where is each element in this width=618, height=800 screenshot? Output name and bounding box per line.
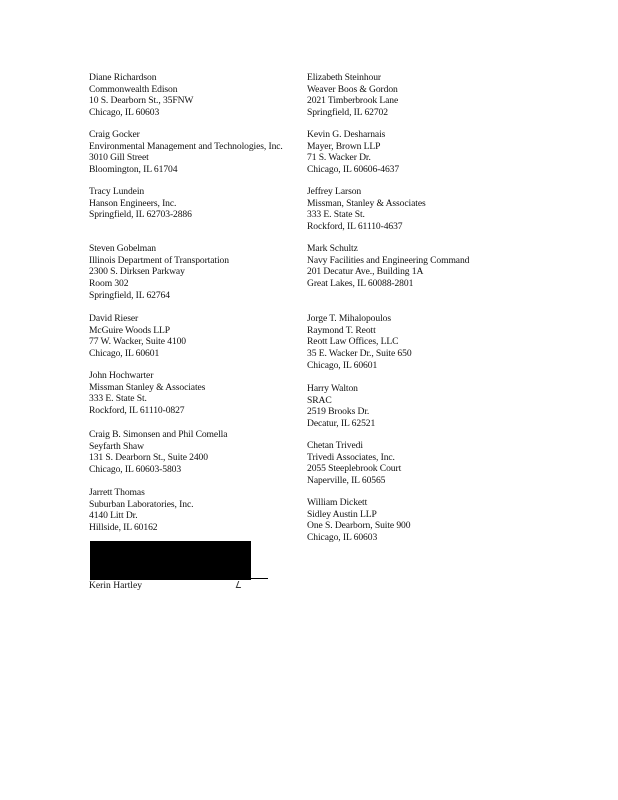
address-line: 77 W. Wacker, Suite 4100	[89, 336, 186, 348]
address-block	[89, 243, 229, 302]
address-line: McGuire Woods LLP	[89, 324, 171, 336]
address-line: Harry Walton	[307, 383, 358, 394]
address-line: Rockford, IL 61110-4637	[307, 221, 403, 233]
address-line: Chicago, IL 60606-4637	[307, 164, 400, 176]
address-block	[89, 72, 193, 119]
address-line: SRAC	[307, 394, 332, 406]
address-block	[89, 429, 227, 476]
address-block	[307, 129, 399, 176]
address-line: Craig B. Simonsen and Phil Comella	[89, 429, 228, 440]
address-line: Navy Facilities and Engineering Command	[307, 254, 470, 266]
address-line: Jarrett Thomas	[89, 487, 145, 498]
address-line: Kevin G. Desharnais	[307, 129, 386, 140]
address-line: Room 302	[89, 278, 129, 290]
address-block	[307, 243, 469, 290]
address-line: Mark Schultz	[307, 243, 358, 254]
address-line: 71 S. Wacker Dr.	[307, 152, 371, 164]
address-line: Great Lakes, IL 60088-2801	[307, 278, 414, 290]
address-line: Raymond T. Reott	[307, 324, 376, 336]
address-line: 2021 Timberbrook Lane	[307, 95, 399, 107]
address-line: Seyfarth Shaw	[89, 440, 144, 452]
address-line: Rockford, IL 61110-0827	[89, 405, 185, 417]
address-line: 10 S. Dearborn St., 35FNW	[89, 95, 194, 107]
address-line: Bloomington, IL 61704	[89, 164, 178, 176]
address-block	[307, 440, 401, 487]
address-line: Hillside, IL 60162	[89, 522, 158, 534]
address-line: Weaver Boos & Gordon	[307, 83, 398, 95]
address-line: Elizabeth Steinhour	[307, 72, 382, 83]
address-line: Naperville, IL 60565	[307, 475, 386, 487]
address-line: Reott Law Offices, LLC	[307, 336, 399, 348]
address-line: Chicago, IL 60603	[89, 107, 160, 119]
address-line: 2300 S. Dirksen Parkway	[89, 266, 185, 278]
signature-line	[238, 578, 268, 579]
address-line: Trivedi Associates, Inc.	[307, 451, 395, 463]
address-line: William Dickett	[307, 497, 368, 508]
address-line: 201 Decatur Ave., Building 1A	[307, 266, 424, 278]
address-line: Missman, Stanley & Associates	[307, 197, 426, 209]
address-line: Diane Richardson	[89, 72, 157, 83]
address-line: Tracy Lundein	[89, 186, 145, 197]
address-line: Missman Stanley & Associates	[89, 381, 206, 393]
address-line: 4140 Litt Dr.	[89, 510, 138, 522]
redacted-signature-box	[90, 541, 251, 580]
address-block	[89, 313, 186, 360]
address-line: 131 S. Dearborn St., Suite 2400	[89, 452, 208, 464]
address-line: Jorge T. Mihalopoulos	[307, 313, 391, 324]
address-line: David Rieser	[89, 313, 139, 324]
signer-name: Kerin Hartley	[89, 580, 143, 591]
address-line: Springfield, IL 62764	[89, 289, 170, 301]
address-block	[307, 72, 398, 119]
address-line: Chicago, IL 60603	[307, 532, 378, 544]
address-block	[89, 370, 205, 417]
address-line: Chicago, IL 60603-5803	[89, 464, 182, 476]
address-block	[307, 186, 426, 233]
address-block	[89, 487, 193, 534]
address-line: 2519 Brooks Dr.	[307, 406, 370, 418]
address-line: Jeffrey Larson	[307, 186, 362, 197]
address-line: Springfield, IL 62702	[307, 107, 388, 119]
address-line: Chicago, IL 60601	[307, 359, 378, 371]
address-block	[307, 313, 412, 372]
address-line: 35 E. Wacker Dr., Suite 650	[307, 348, 412, 360]
address-line: Suburban Laboratories, Inc.	[89, 498, 194, 510]
address-line: 3010 Gill Street	[89, 152, 149, 164]
address-line: John Hochwarter	[89, 370, 154, 381]
address-line: 2055 Steeplebrook Court	[307, 463, 402, 475]
address-line: Decatur, IL 62521	[307, 418, 376, 430]
address-line: One S. Dearborn, Suite 900	[307, 520, 411, 532]
address-line: Illinois Department of Transportation	[89, 254, 229, 266]
address-line: Chetan Trivedi	[307, 440, 363, 451]
address-line: Environmental Management and Technologies, Inc.	[89, 140, 283, 152]
address-line: Sidley Austin LLP	[307, 508, 377, 520]
address-block	[89, 129, 283, 176]
address-line: Commonwealth Edison	[89, 83, 178, 95]
address-block	[89, 186, 192, 221]
address-line: Springfield, IL 62703-2886	[89, 209, 192, 221]
address-line: Chicago, IL 60601	[89, 348, 160, 360]
address-line: Mayer, Brown LLP	[307, 140, 381, 152]
address-line: Craig Gocker	[89, 129, 140, 140]
signature-mark	[236, 581, 244, 588]
address-line: 333 E. State St.	[307, 209, 365, 221]
address-block	[307, 383, 375, 430]
address-line: Hanson Engineers, Inc.	[89, 197, 177, 209]
address-line: Steven Gobelman	[89, 243, 156, 254]
address-line: 333 E. State St.	[89, 393, 147, 405]
address-block	[307, 497, 410, 544]
